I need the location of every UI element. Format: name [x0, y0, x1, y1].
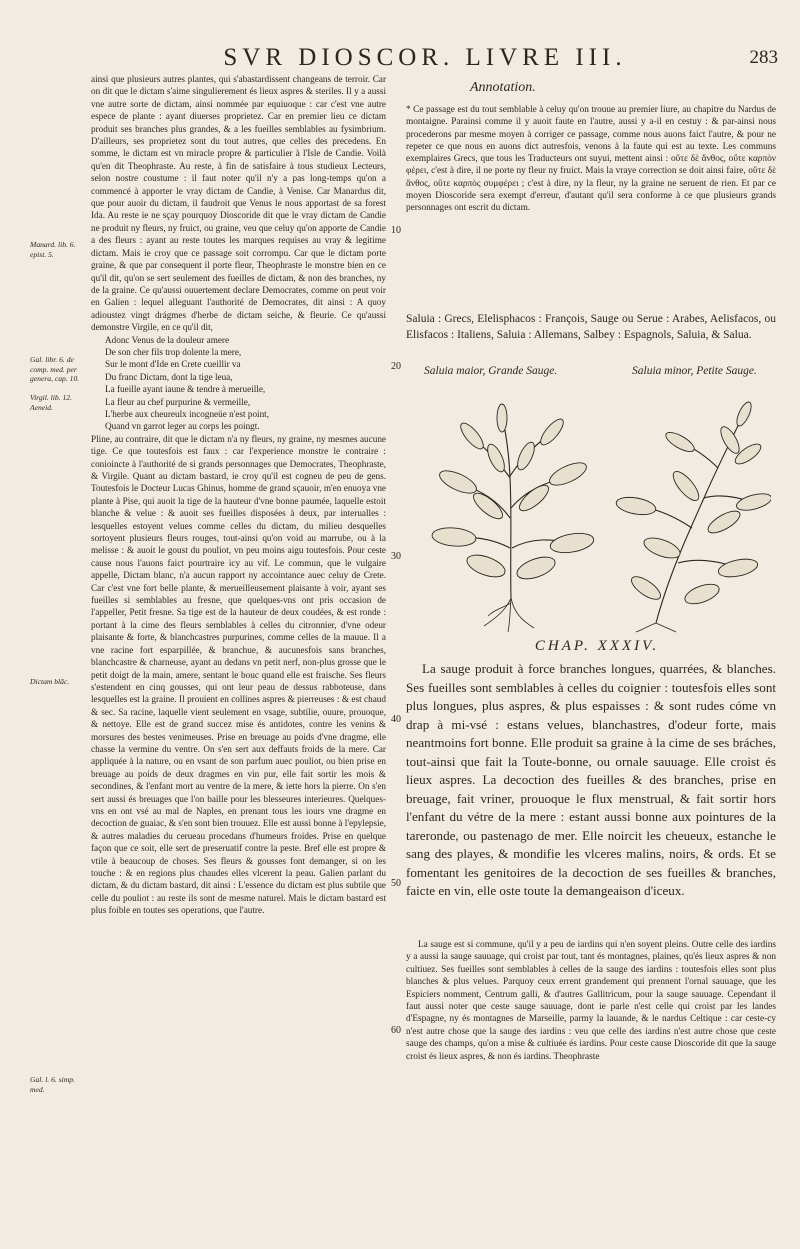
figure-caption-small-sage: Saluia minor, Petite Sauge. [632, 365, 757, 377]
left-column [91, 73, 386, 917]
sage-plant-large-icon [426, 398, 596, 633]
annotation-block [406, 104, 776, 215]
verse-line: La fleur au chef purpurine & vermeille, [105, 396, 251, 407]
verse-line: Sur le mont d'Ide en Crete cueillir va [105, 359, 241, 370]
line-number: 40 [391, 714, 401, 725]
running-title: SVR DIOSCOR. LIVRE III. [223, 44, 627, 71]
left-paragraph-2: Pline, au contraire, dit que le dictam n'a ny fleurs, ny graine, ny mesmes aucune tige. Ce que toutesfois est faux : car l'experience monstre le contraire : conioincte à l'authorité de si grands personnages que Democrates, Theophraste, & Virgile. Quant au dictam bastard, ie croy qu'il est cogneu de peu de gens. Toutesfois le Docteur Lucas Ghinus, homme de grand sçauoir, m'en enuoya vne plante à Pise, qui auoit la tige de la hauteur d'vne bonne paumée, laquelle estoit blanche & velue : & auoit ses fueilles disposées à deux, par interualles : lesquelles estoyent velues comme celles du dictam, du milieu desquelles sortoyent plusieurs fleurs rouges, tout-ainsi qu'on void au marrube, ou à la melisse : & auoit le goust du pouliot, vn peu moins aigu toutesfois. Pour ceste cause nous l'auons faict pourtraire icy au vif. Le commun, que le vulgaire appelle, Dictam blanc, n'a aucun rapport ny accointance auec celuy de Crete. Car c'est vne fort belle plante, & merueilleusement plaisante à voir, ayant ses fueilles si semblables au fresne, que quelques-vns ont pris occasion de l'appeller, Petit fresne. Sa tige est de la hauteur de deux coudées, & est ronde : portant à la cime des fleurs semblables à celles du citronnier, d'vne odeur plaisante & forte, & blanchcastres purpurines, comme celles de la mauue. Il a vne racine fort esparpillée, & branchue, & aucunesfois sans branches, blanchcastre & charneuse, ayant au dedans vn petit nerf, non-plus grosse que le petit doigt de la main, amere, sentant le bouc quand elle est fraische. Ses fleurs s'estendent en cinq gousses, qui ont leur peau de dessus rabboteuse, dans lesquelles est la graine. Il prouient en collines aspres & pierreuses : & est chaud & sec. Sa racine, laquelle vient seulement en vsage, subtilie, ouure, prouoque, & nettoye. Elle est de grand succez mise és antidotes, contre les venins & morsures des bestes venimeuses. Prise en breuage au poids d'vne dragme, elle chasse la vermine du ventre. On s'en sert aux deffauts froids de la mere. Car appliquée à la nature, ou en vsant de son parfum auec pouliot, ou bien prise en breuage au poids de deux dragmes en vin pur, elle fait sortir les mois & secondines, & l'enfant mort au ventre de la mere, & iette hors la pierre. On s'en sert aussi és breuages que l'on baille pour les blesseures interieures. Quelques-vns en ont vsé au mal de Naples, en prenant tous les iours vne dragme en decoction de guaiac, & s'en sont bien trouuez. Elle est aussi bonne à l'epylepsie, & autres maladies du cerueau procedans d'humeurs froides. Prise en quelque façon que ce soit, elle sert de preseruatif contre la peste. Bref elle est propre & vtile à beaucoup de choses. Ses fleurs & gousses font demanger, si on les touche : & en regions plus chaudes elles vlcerent la peau. Galien parlant du dictam, & du dictam bastard, dit ainsi : L'essence du dictam est plus subtile que celle du pouliot : au reste ils sont de mesme naturel. Mais le dictam bastard est plus foible en toutes ses operations, que l'autre. [91, 433, 386, 916]
plant-names-block [406, 311, 776, 343]
verse-line: Adonc Venus de la douleur amere [105, 334, 230, 345]
verse-line: L'herbe aux cheureulx incogneüe n'est point, [105, 408, 270, 419]
figure-caption-large-sage: Saluia maior, Grande Sauge. [424, 365, 558, 377]
left-paragraph-1: ainsi que plusieurs autres plantes, qui s'abastardissent changeans de terroir. Car on dit que le dictam s'aime singulierement és lieux aspres & steriles. Il y a aussi vne autre sorte de dictam, ainsi nommée par equiuoque : car c'est vne autre espece de plante : ayant diuerses proprietez. Car en premier lieu ce dictam produit ses branches plus grandes, & a les fueilles semblables au fysimbrium. D'ailleurs, ses proprietez sont du tout autres, que celles des precedens. En somme, le dictam est vn miracle propre & particulier à l'Isle de Candie. Voilà qu'en dit Theophraste. Au reste, à fin de satisfaire à tous studieux Lecteurs, selon nostre coustume : il faut noter qu'il n'y a pas long-temps qu'on a commencé à apporter le vray dictam de Candie, à Venise. Car Manardus dit, que pour auoir du dictam, il faudroit que Venus le nous apportast de sa forest Ida. Au reste ie ne sçay pourquoy Dioscoride dit que le vray dictam de Candie ne produit ny fleurs, ny fruict, ou graine, veu que celuy qu'on apporte de Candie a des fleurs : ayant au reste toutes les marques requises au vray & legitime dictam. Mais ie croy que ce passage soit corrompu. Car que le dictam porte graine, & que par consequent il porte fleur, Theophraste le monstre bien en ce qu'il dit, qu'on se sert seulement des fueilles de dictam, & non des branches, ny de la graine. Ce qu'aussi ouuertement declare Democrates, comme on peut voir en Galien : lequel alleguant l'authorité de Democrates, dit ainsi : A quoy adioustez vingt drágmes d'herbe de dictam seiche, & fleurie. Ce qu'aussi demonstre Virgile, en ce qu'il dit, [91, 74, 386, 333]
verse-line: De son cher fils trop dolente la mere, [105, 346, 242, 357]
line-number: 30 [391, 551, 401, 562]
margin-note-galen-simp: Gal. l. 6. simp. med. [30, 1075, 75, 1094]
line-number: 10 [391, 225, 401, 236]
plant-names: Saluia : Grecs, Elelisphacos : François, Sauge ou Serue : Arabes, Aelisfacos, ou Elisfacos : Italiens, Saluia : Allemans, Salbey : Espagnols, Saluia, & Salua. [406, 313, 776, 341]
page-number: 283 [749, 47, 778, 68]
margin-note-virgil: Virgil. lib. 12. Aeneid. [30, 393, 72, 412]
chapter-body [406, 660, 776, 901]
chapter-text: La sauge produit à force branches longues, quarrées, & blanches. Ses fueilles sont semblables à celles du coignier : toutesfois elles sont plus longues, plus aspres, & plus espaisses : & sont rudes cóme vn drap à mi-vsé : estans velues, blanchastres, d'odeur forte, mais neantmoins fort bonne. Elle produit sa graine à la cime de ses bráches, tout-ainsi que fait la Toute-bonne, ou ornale sauuage. Elle croist és lieux aspres. La decoction des fueilles & des branches, prise en breuage, fait vriner, prouoque le flux menstrual, & fait sortir hors l'enfant du vétre de la mere : estant aussi bonne aux pointures de la tareronde, ou pastenago de mer. Elle noircit les cheueux, estanche le sang des playes, & mondifie les vlceres malins, noirs, & ords. Et se fomentant les genitoires de la decoction de ses fueilles & branches, faicte en vin, elle oste toute la demangeaison d'iceux. [406, 661, 776, 898]
verse-line: Quand vn garrot leger au corps les poingt. [105, 421, 260, 432]
margin-note-galen: Gal. libr. 6. de comp. med. per genera, cap. 10. [30, 355, 80, 384]
line-number: 20 [391, 361, 401, 372]
commentary-text: La sauge est si commune, qu'il y a peu de iardins qui n'en soyent pleins. Outre celle des iardins y a aussi la sauge sauuage, qui croist par tout, tant és montagnes, plaines, qu'és lieux aspres & non cultiuez. Ses fueilles sont semblables à celles de la sauge des iardins : toutesfois elles sont plus blanches & plus velues. Parquoy ceux errent grandement qui prennent l'ornal sauuage, que les Espiciers nomment, Centrum galli, & d'autres Gallitricum, pour la sauge sauuage. Cependant il faut aussi noter que ceste sauge sauuage, dont ie parle n'est celle qui croist par les landes d'Espagne, ny és montagnes de Marseille, parmy la lauande, & le nardus Celtique : car ceste-cy n'est autre chose que la sauge des iardins : veu que celle des iardins n'est autre chose que ceste sauge des champs, qu'on a mise & cultiuée és iardins. Pour ceste cause Dioscoride dit que la sauge croist és lieux aspres, & non és iardins. Theophraste [406, 940, 776, 1062]
verse-line: La fueille ayant iaune & tendre à merueille, [105, 384, 266, 395]
chapter-heading: CHAP. XXXIV. [534, 638, 660, 654]
line-number: 50 [391, 878, 401, 889]
annotation-heading: Annotation. [470, 80, 536, 95]
commentary-block [406, 939, 776, 1063]
annotation-text: * Ce passage est du tout semblable à celuy qu'on trouue au premier liure, au chapitre du Nardus de montaigne. Parainsi comme il y auoit faute en l'autre, aussi y a-il en cestuy : & par-ainsi nous procederons par mesme moyen à corriger ce passage, comme nous auons faict l'autre, & pour ne repeter ce que nous en auons dict autresfois, venons à la faute qui est au texte. Les communs exemplaires Grecs, que tous les Traducteurs ont suyui, mettent ainsi : οὔτε δὲ ἄνθος, οὔτε καρπὸν φέρει, c'est à dire, il ne porte ny fleur ny fruict. Mais la vraye correction se doit ainsi faire, οὔτε δὲ ἄνθος, οὔτε καρπὸς συμφέρει ; c'est à dire, ny la fleur, ny la graine ne seruent de rien. Et par ce moyen Dioscoride sera exempt d'erreur, d'autant qu'il sera conforme à ce que plusieurs grands personnages ont escrit du dictam. [406, 105, 776, 214]
margin-note-manardus: Manard. lib. 6. epist. 5. [30, 240, 76, 259]
verse-quotation [105, 334, 386, 433]
verse-line: Du franc Dictam, dont la tige leua, [105, 371, 233, 382]
margin-note-dictam-blanc: Dictam blãc. [30, 677, 70, 686]
line-number: 60 [391, 1025, 401, 1036]
sage-plant-small-icon [606, 398, 771, 633]
